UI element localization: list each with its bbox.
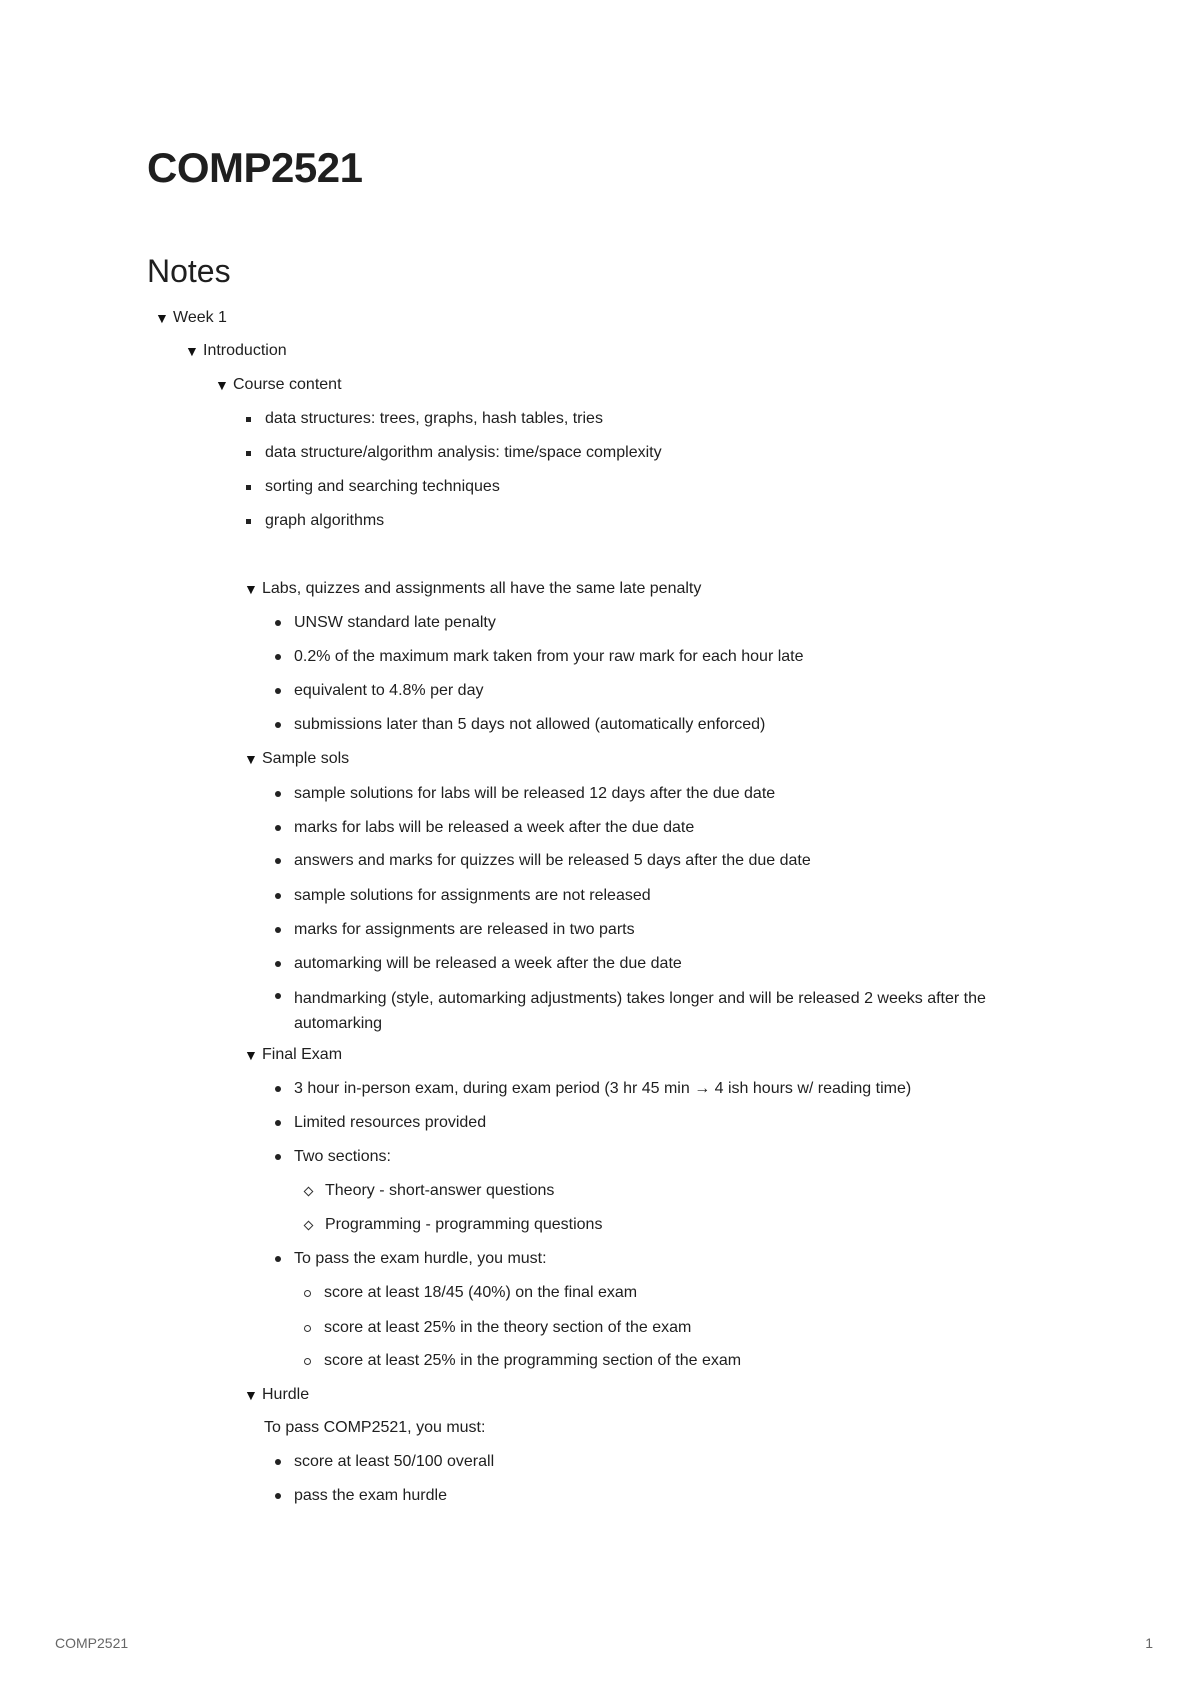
list-item [273,818,694,838]
toggle-sample-sols[interactable] [244,749,349,769]
list-item-text: sorting and searching techniques [265,478,500,495]
list-item-text: score at least 25% in the programming section of the exam [324,1352,742,1369]
bullet-dot-icon [275,1459,281,1465]
square-bullet-icon [246,417,251,422]
list-item [273,784,775,804]
page-number: 1 [1145,1635,1153,1651]
square-bullet-icon [246,485,251,490]
toggle-label: Final Exam [262,1046,343,1063]
list-item-text: graph algorithms [265,512,385,529]
list-item [273,920,635,940]
toggle-late-penalty[interactable] [244,579,701,599]
bullet-dot-icon [275,961,281,967]
list-item-text: automarking will be released a week after the due date [294,955,682,972]
bullet-dot-icon [275,1154,281,1160]
list-item-text: marks for labs will be released a week after the due date [294,819,695,836]
toggle-label: Sample sols [262,750,350,767]
bullet-dot-icon [275,825,281,831]
bullet-dot-icon [275,1086,281,1092]
list-item [302,1215,602,1235]
diamond-bullet-icon [304,1187,314,1197]
list-item [273,1113,486,1133]
triangle-down-icon: ▼ [244,581,258,597]
bullet-dot-icon [275,858,281,864]
list-item-text: 0.2% of the maximum mark taken from your raw mark for each hour late [294,648,804,665]
list-item [273,715,765,735]
list-item-text: sample solutions for assignments are not released [294,887,651,904]
list-item-text: Limited resources provided [294,1114,487,1131]
triangle-down-icon: ▼ [155,310,169,326]
list-item [273,1249,547,1269]
toggle-label: Labs, quizzes and assignments all have the same late penalty [262,580,702,597]
hurdle-intro: To pass COMP2521, you must: [264,1419,486,1436]
triangle-down-icon: ▼ [244,1387,258,1403]
list-item [273,1486,447,1506]
square-bullet-icon [246,451,251,456]
list-item-text: submissions later than 5 days not allowed (automatically enforced) [294,716,766,733]
bullet-dot-icon [275,688,281,694]
list-item-text: Two sections: [294,1148,391,1165]
list-item [302,1283,637,1303]
list-item [273,1147,391,1167]
list-item-text: UNSW standard late penalty [294,614,496,631]
list-item-text: sample solutions for labs will be released 12 days after the due date [294,785,776,802]
bullet-dot-icon [275,1493,281,1499]
list-item [244,477,500,497]
list-item [244,511,384,531]
toggle-final-exam[interactable] [244,1045,342,1065]
list-item [302,1181,554,1201]
circle-bullet-icon [304,1290,311,1297]
toggle-hurdle[interactable] [244,1385,309,1405]
list-item-text: data structure/algorithm analysis: time/space complexity [265,444,662,461]
bullet-dot-icon [275,993,281,999]
diamond-bullet-icon [304,1221,314,1231]
list-item-text: To pass the exam hurdle, you must: [294,1250,547,1267]
bullet-dot-icon [275,893,281,899]
toggle-course-content[interactable] [215,375,342,395]
triangle-down-icon: ▼ [215,377,229,393]
list-item [302,1318,691,1338]
list-item [273,986,1063,1036]
list-item-text: marks for assignments are released in two parts [294,921,635,938]
bullet-dot-icon [275,654,281,660]
bullet-dot-icon [275,722,281,728]
toggle-label: Course content [233,376,342,393]
list-item [273,886,651,906]
list-item-text: answers and marks for quizzes will be released 5 days after the due date [294,852,811,869]
list-item [273,1079,911,1099]
list-item-text: handmarking (style, automarking adjustments) takes longer and will be released 2 weeks after the automarking [294,990,986,1032]
document-title: COMP2521 [147,144,363,191]
list-item [273,681,483,701]
list-item [273,954,682,974]
section-heading: Notes [147,253,231,289]
list-item [302,1351,741,1371]
circle-bullet-icon [304,1358,311,1365]
list-item-text: Programming - programming questions [325,1216,603,1233]
footer-title: COMP2521 [55,1635,129,1651]
list-item-text: pass the exam hurdle [294,1487,447,1504]
toggle-label: Introduction [203,342,287,359]
square-bullet-icon [246,519,251,524]
toggle-week-1[interactable] [155,308,227,328]
triangle-down-icon: ▼ [185,343,199,359]
list-item-text: data structures: trees, graphs, hash tables, tries [265,410,603,427]
list-item-text: score at least 25% in the theory section of the exam [324,1319,692,1336]
triangle-down-icon: ▼ [244,1047,258,1063]
bullet-dot-icon [275,927,281,933]
list-item-text: equivalent to 4.8% per day [294,682,484,699]
toggle-introduction[interactable] [185,341,287,361]
bullet-dot-icon [275,1120,281,1126]
bullet-dot-icon [275,1256,281,1262]
list-item [273,1452,494,1472]
triangle-down-icon: ▼ [244,751,258,767]
circle-bullet-icon [304,1325,311,1332]
bullet-dot-icon [275,620,281,626]
bullet-dot-icon [275,791,281,797]
toggle-label: Hurdle [262,1386,310,1403]
list-item [273,613,496,633]
list-item-text: score at least 50/100 overall [294,1453,495,1470]
list-item [244,443,662,463]
list-item-text: 3 hour in-person exam, during exam period (3 hr 45 min → 4 ish hours w/ reading time) [294,1080,912,1097]
list-item-text: Theory - short-answer questions [325,1182,555,1199]
list-item-text: score at least 18/45 (40%) on the final exam [324,1284,638,1301]
list-item [244,409,603,429]
toggle-label: Week 1 [173,309,227,326]
list-item [273,851,811,871]
list-item [273,647,804,667]
